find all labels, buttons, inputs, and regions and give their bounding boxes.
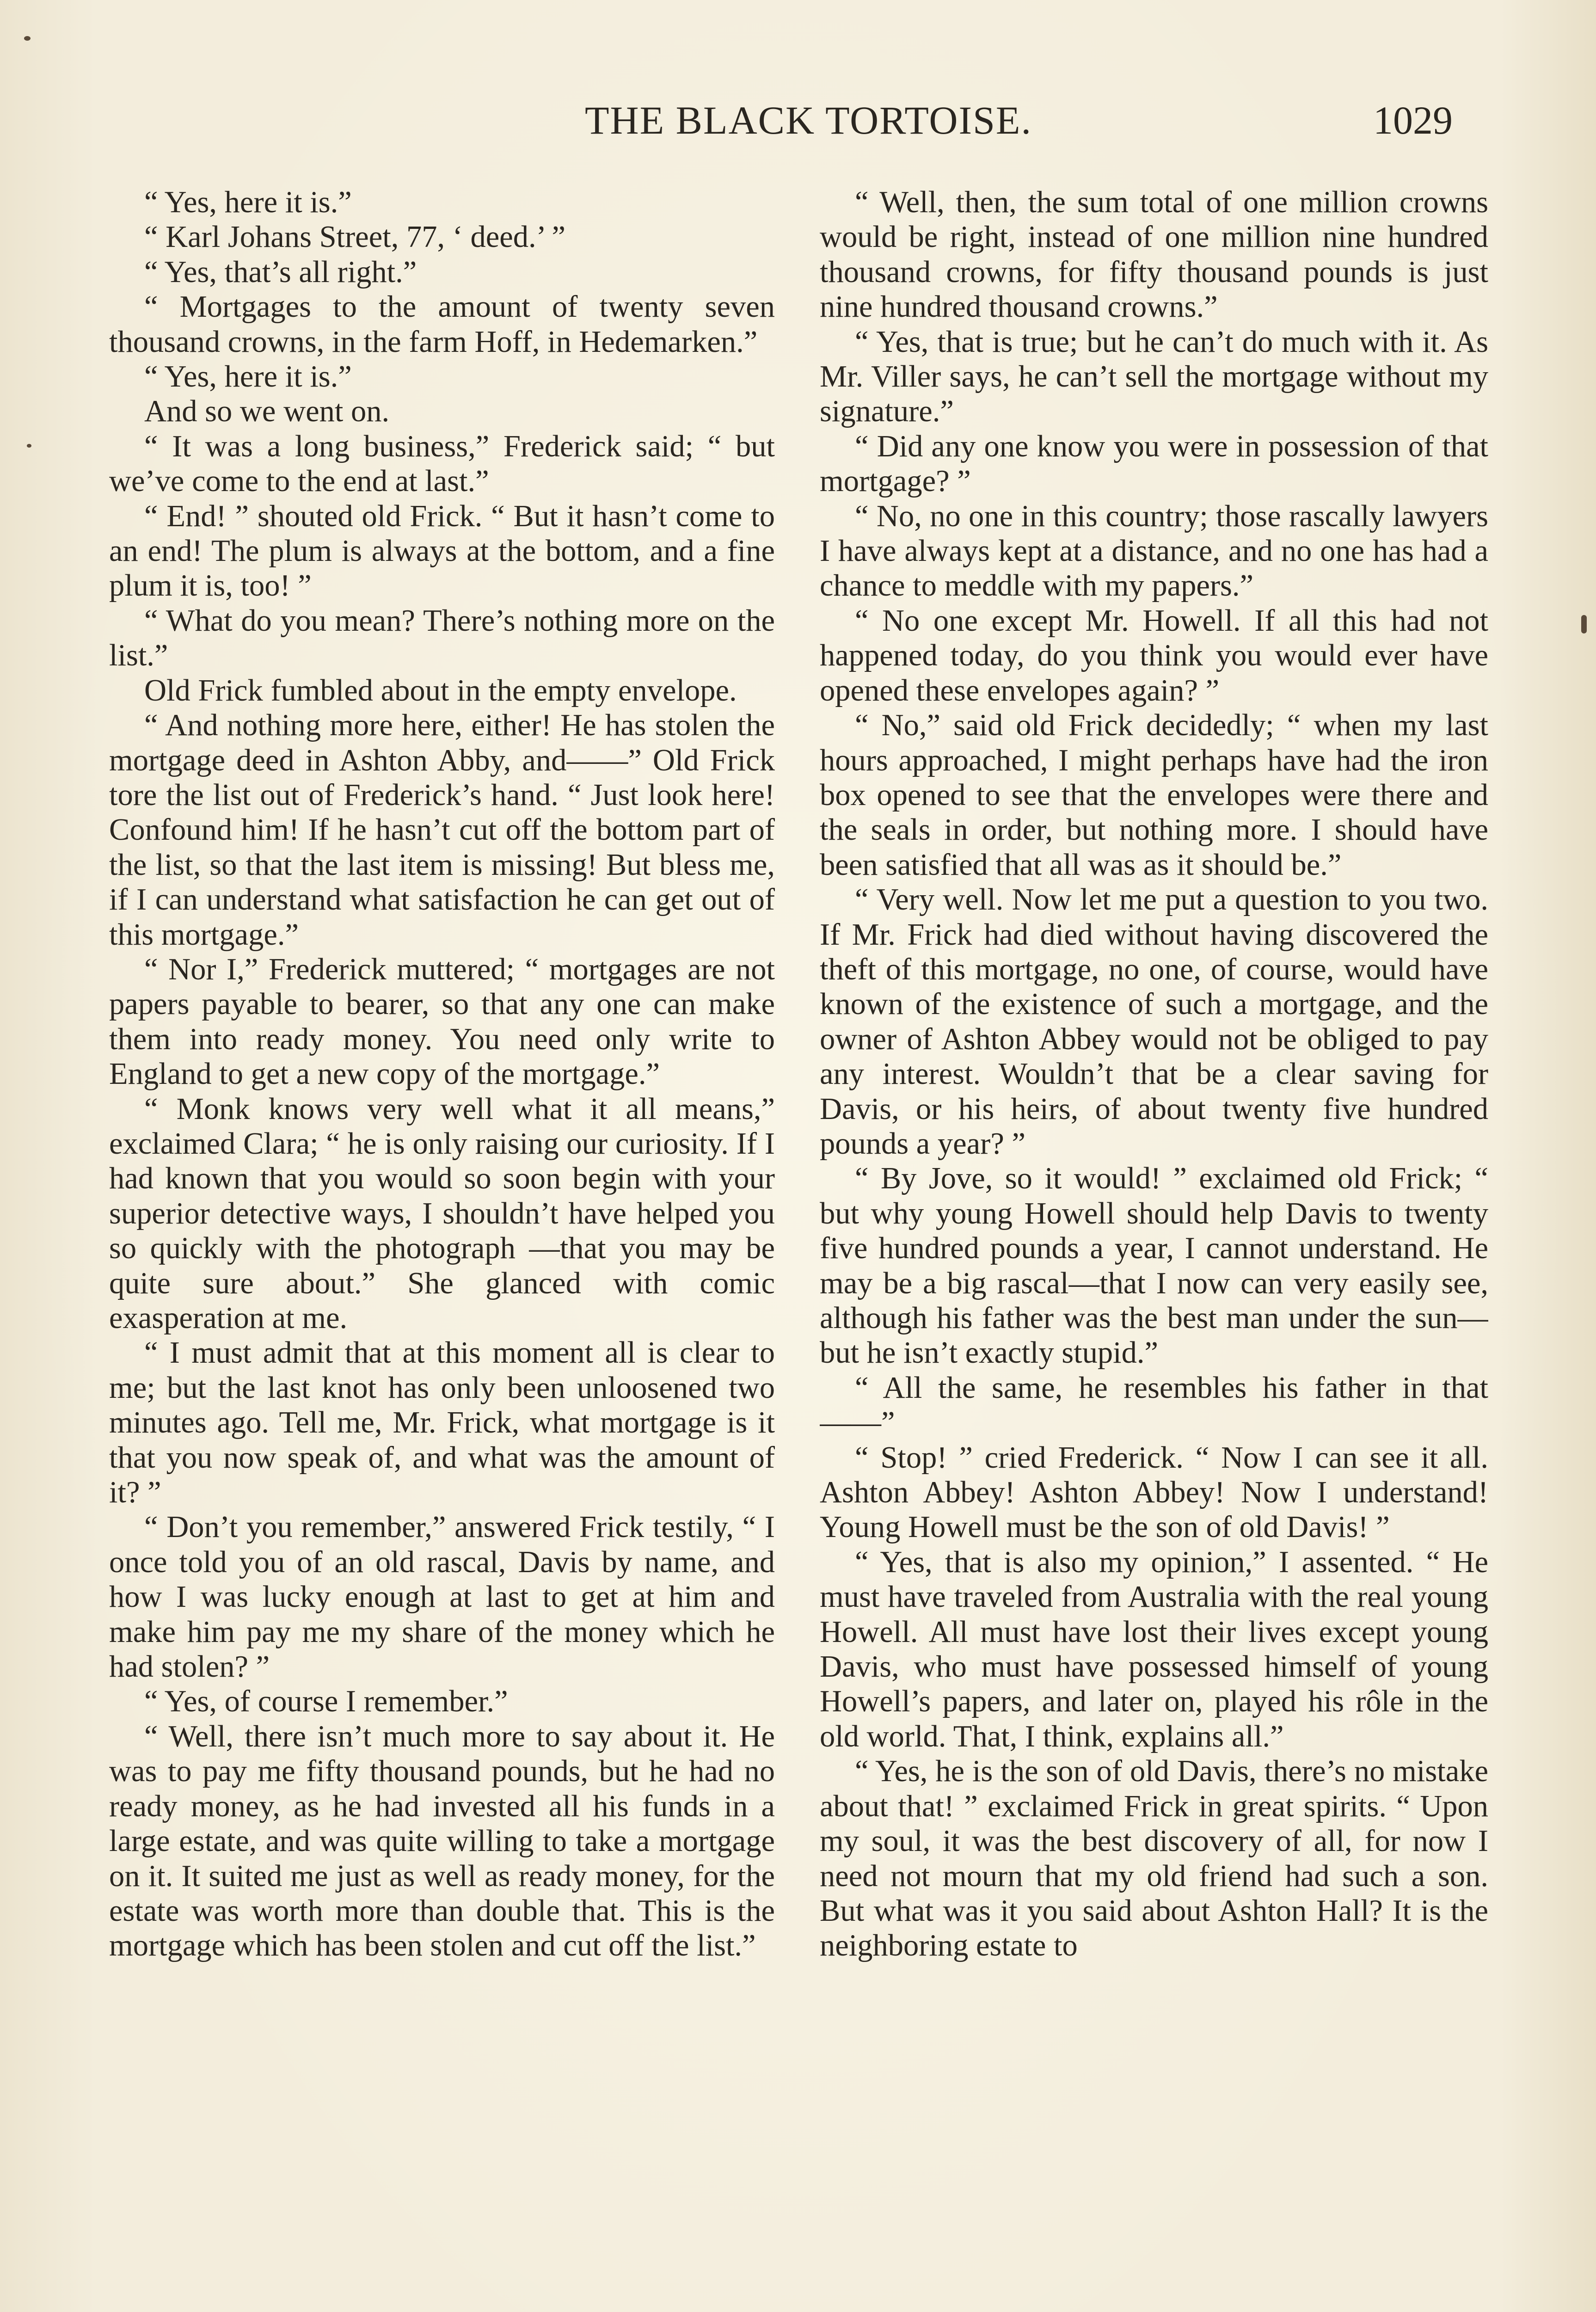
paragraph: “ It was a long business,” Frederick said; “ but we’ve come to the end at last.” [109,429,775,498]
paragraph: “ No, no one in this country; those rascally lawyers I have always kept at a distance, and no one has had a chance to meddle with my papers.” [820,499,1488,603]
paragraph: “ Did any one know you were in possession of that mortgage? ” [820,429,1488,498]
paragraph: “ Nor I,” Frederick muttered; “ mortgages are not papers payable to bearer, so that any one can make them into ready money. You need only write to England to get a new copy of the mortgage.” [109,952,775,1091]
ink-speck [27,444,31,448]
paragraph: “ What do you mean? There’s nothing more on the list.” [109,603,775,673]
paragraph: “ Yes, he is the son of old Davis, there’s no mistake about that! ” exclaimed Frick in great spirits. “ Upon my soul, it was the best discovery of all, for now I need not mourn that my old friend had such a son. But what was it you said about Ashton Hall? It is the neighboring estate to [820,1754,1488,1963]
page-number: 1029 [1373,98,1453,142]
left-column [109,185,775,2312]
paragraph: “ Don’t you remember,” answered Frick testily, “ I once told you of an old rascal, Davis by name, and how I was lucky enough at last to get at him and make him pay me my share of the money which he had stolen? ” [109,1510,775,1684]
page-header [0,97,1596,153]
paragraph: “ Yes, here it is.” [144,360,352,394]
paragraph: “ No,” said old Frick decidedly; “ when my last hours approached, I might perhaps have had the iron box opened to see that the envelopes were there and the seals in order, but nothing more. I should have been satisfied that all was as it should be.” [820,708,1488,882]
paragraph: “ Well, there isn’t much more to say about it. He was to pay me fifty thousand pounds, but he had no ready money, as he had invested all his funds in a large estate, and was quite willing to take a mortgage on it. It suited me just as well as ready money, for the estate was worth more than double that. This is the mortgage which has been stolen and cut off the list.” [109,1719,775,1963]
paragraph: Old Frick fumbled about in the empty envelope. [144,673,737,707]
right-column [820,185,1488,2312]
paragraph: “ And nothing more here, either! He has stolen the mortgage deed in Ashton Abby, and——” Old Frick tore the list out of Frederick’s hand. “ Just look here! Confound him! If he hasn’t cut off the bottom part of the list, so that the last item is missing! But bless me, if I can understand what satisfaction he can get out of this mortgage.” [109,708,775,952]
paragraph: “ Stop! ” cried Frederick. “ Now I can see it all. Ashton Abbey! Ashton Abbey! Now I understand! Young Howell must be the son of old Davis! ” [820,1440,1488,1544]
paragraph: “ Monk knows very well what it all means,” exclaimed Clara; “ he is only raising our curiosity. If I had known that you would so soon begin with your superior detective ways, I shouldn’t have helped you so quickly with the photograph —that you may be quite sure about.” She glanced with comic exasperation at me. [109,1092,775,1335]
paragraph: “ Very well. Now let me put a question to you two. If Mr. Frick had died without having discovered the theft of this mortgage, no one, of course, would have known of the existence of such a mortgage, and the owner of Ashton Abbey would not be obliged to pay any interest. Wouldn’t that be a clear saving for Davis, or his heirs, of about twenty five hundred pounds a year? ” [820,883,1488,1161]
paragraph: “ Yes, that is true; but he can’t do much with it. As Mr. Viller says, he can’t sell the mortgage without my signature.” [820,325,1488,429]
paragraph: “ I must admit that at this moment all is clear to me; but the last knot has only been unloosened two minutes ago. Tell me, Mr. Frick, what mortgage is it that you now speak of, and what was the amount of it? ” [109,1336,775,1510]
paragraph: “ Yes, that’s all right.” [144,255,417,289]
paragraph: “ No one except Mr. Howell. If all this had not happened today, do you think you would ever have opened these envelopes again? ” [820,603,1488,707]
running-title: THE BLACK TORTOISE. [585,98,1032,142]
ink-speck [24,36,31,41]
paragraph: “ Karl Johans Street, 77, ‘ deed.’ ” [144,220,565,254]
paragraph: “ Mortgages to the amount of twenty seven thousand crowns, in the farm Hoff, in Hedemarken.” [109,290,775,359]
ink-speck [1581,615,1587,633]
paragraph: “ Well, then, the sum total of one million crowns would be right, instead of one million nine hundred thousand crowns, for fifty thousand pounds is just nine hundred thousand crowns.” [820,185,1488,324]
paragraph: “ Yes, of course I remember.” [144,1685,508,1719]
paragraph: “ Yes, here it is.” [144,185,352,219]
paragraph: “ End! ” shouted old Frick. “ But it hasn’t come to an end! The plum is always at the bottom, and a fine plum it is, too! ” [109,499,775,603]
paragraph: “ All the same, he resembles his father in that——” [820,1371,1488,1440]
paragraph: “ By Jove, so it would! ” exclaimed old Frick; “ but why young Howell should help Davis to twenty five hundred pounds a year, I cannot understand. He may be a big rascal—that I now can very easily see, although his father was the best man under the sun—but he isn’t exactly stupid.” [820,1162,1488,1370]
paragraph: “ Yes, that is also my opinion,” I assented. “ He must have traveled from Australia with the real young Howell. All must have lost their lives except young Davis, who must have possessed himself of young Howell’s papers, and later on, played his rôle in the old world. That, I think, explains all.” [820,1545,1488,1753]
paragraph: And so we went on. [144,394,390,429]
